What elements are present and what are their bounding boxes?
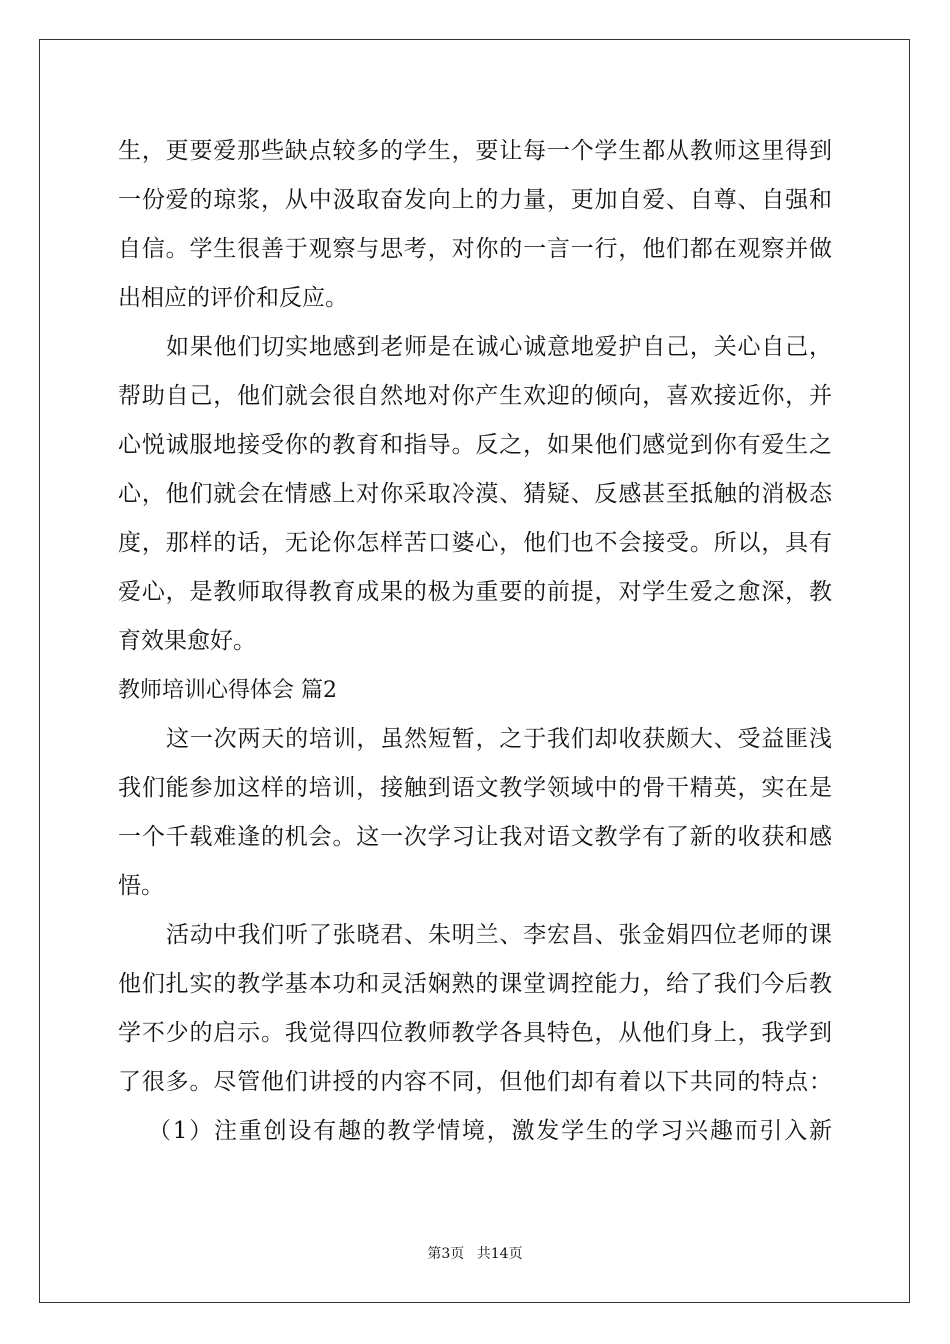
paragraph-line: 一个千载难逢的机会。这一次学习让我对语文教学有了新的收获和感 xyxy=(118,824,832,850)
paragraph-line: 帮助自己，他们就会很自然地对你产生欢迎的倾向，喜欢接近你，并 xyxy=(118,383,832,409)
paragraph-line: 度，那样的话，无论你怎样苦口婆心，他们也不会接受。所以，具有 xyxy=(118,530,832,556)
paragraph-line: 一份爱的琼浆，从中汲取奋发向上的力量，更加自爱、自尊、自强和 xyxy=(118,187,832,213)
paragraph-line: 学不少的启示。我觉得四位教师教学各具特色，从他们身上，我学到 xyxy=(118,1020,832,1046)
paragraph-line: 如果他们切实地感到老师是在诚心诚意地爱护自己，关心自己， xyxy=(166,334,832,360)
paragraph-line: 活动中我们听了张晓君、朱明兰、李宏昌、张金娟四位老师的课 xyxy=(166,922,832,948)
paragraph-line: 这一次两天的培训，虽然短暂，之于我们却收获颇大、受益匪浅 xyxy=(166,726,832,752)
paragraph-line: 我们能参加这样的培训，接触到语文教学领域中的骨干精英，实在是 xyxy=(118,775,832,801)
paragraph-line: 了很多。尽管他们讲授的内容不同，但他们却有着以下共同的特点： xyxy=(118,1069,832,1095)
paragraph-line: 生，更要爱那些缺点较多的学生，要让每一个学生都从教师这里得到 xyxy=(118,138,832,164)
paragraph-line: 育效果愈好。 xyxy=(118,628,256,654)
paragraph-line: 他们扎实的教学基本功和灵活娴熟的课堂调控能力，给了我们今后教 xyxy=(118,971,832,997)
paragraph-line: 心悦诚服地接受你的教育和指导。反之，如果他们感觉到你有爱生之 xyxy=(118,432,832,458)
paragraph-line: 悟。 xyxy=(118,873,164,899)
section-heading: 教师培训心得体会 篇2 xyxy=(118,678,337,703)
paragraph-line: （1）注重创设有趣的教学情境，激发学生的学习兴趣而引入新 xyxy=(148,1118,832,1144)
paragraph-line: 心，他们就会在情感上对你采取冷漠、猜疑、反感甚至抵触的消极态 xyxy=(118,481,832,507)
page-number: 第3页 xyxy=(427,1246,465,1262)
paragraph-line: 出相应的评价和反应。 xyxy=(118,285,348,311)
page-total: 共14页 xyxy=(476,1246,523,1262)
page-footer xyxy=(0,1243,950,1263)
document-body xyxy=(118,127,832,1156)
paragraph-line: 自信。学生很善于观察与思考，对你的一言一行，他们都在观察并做 xyxy=(118,236,832,262)
paragraph-line: 爱心，是教师取得教育成果的极为重要的前提，对学生爱之愈深，教 xyxy=(118,579,832,605)
